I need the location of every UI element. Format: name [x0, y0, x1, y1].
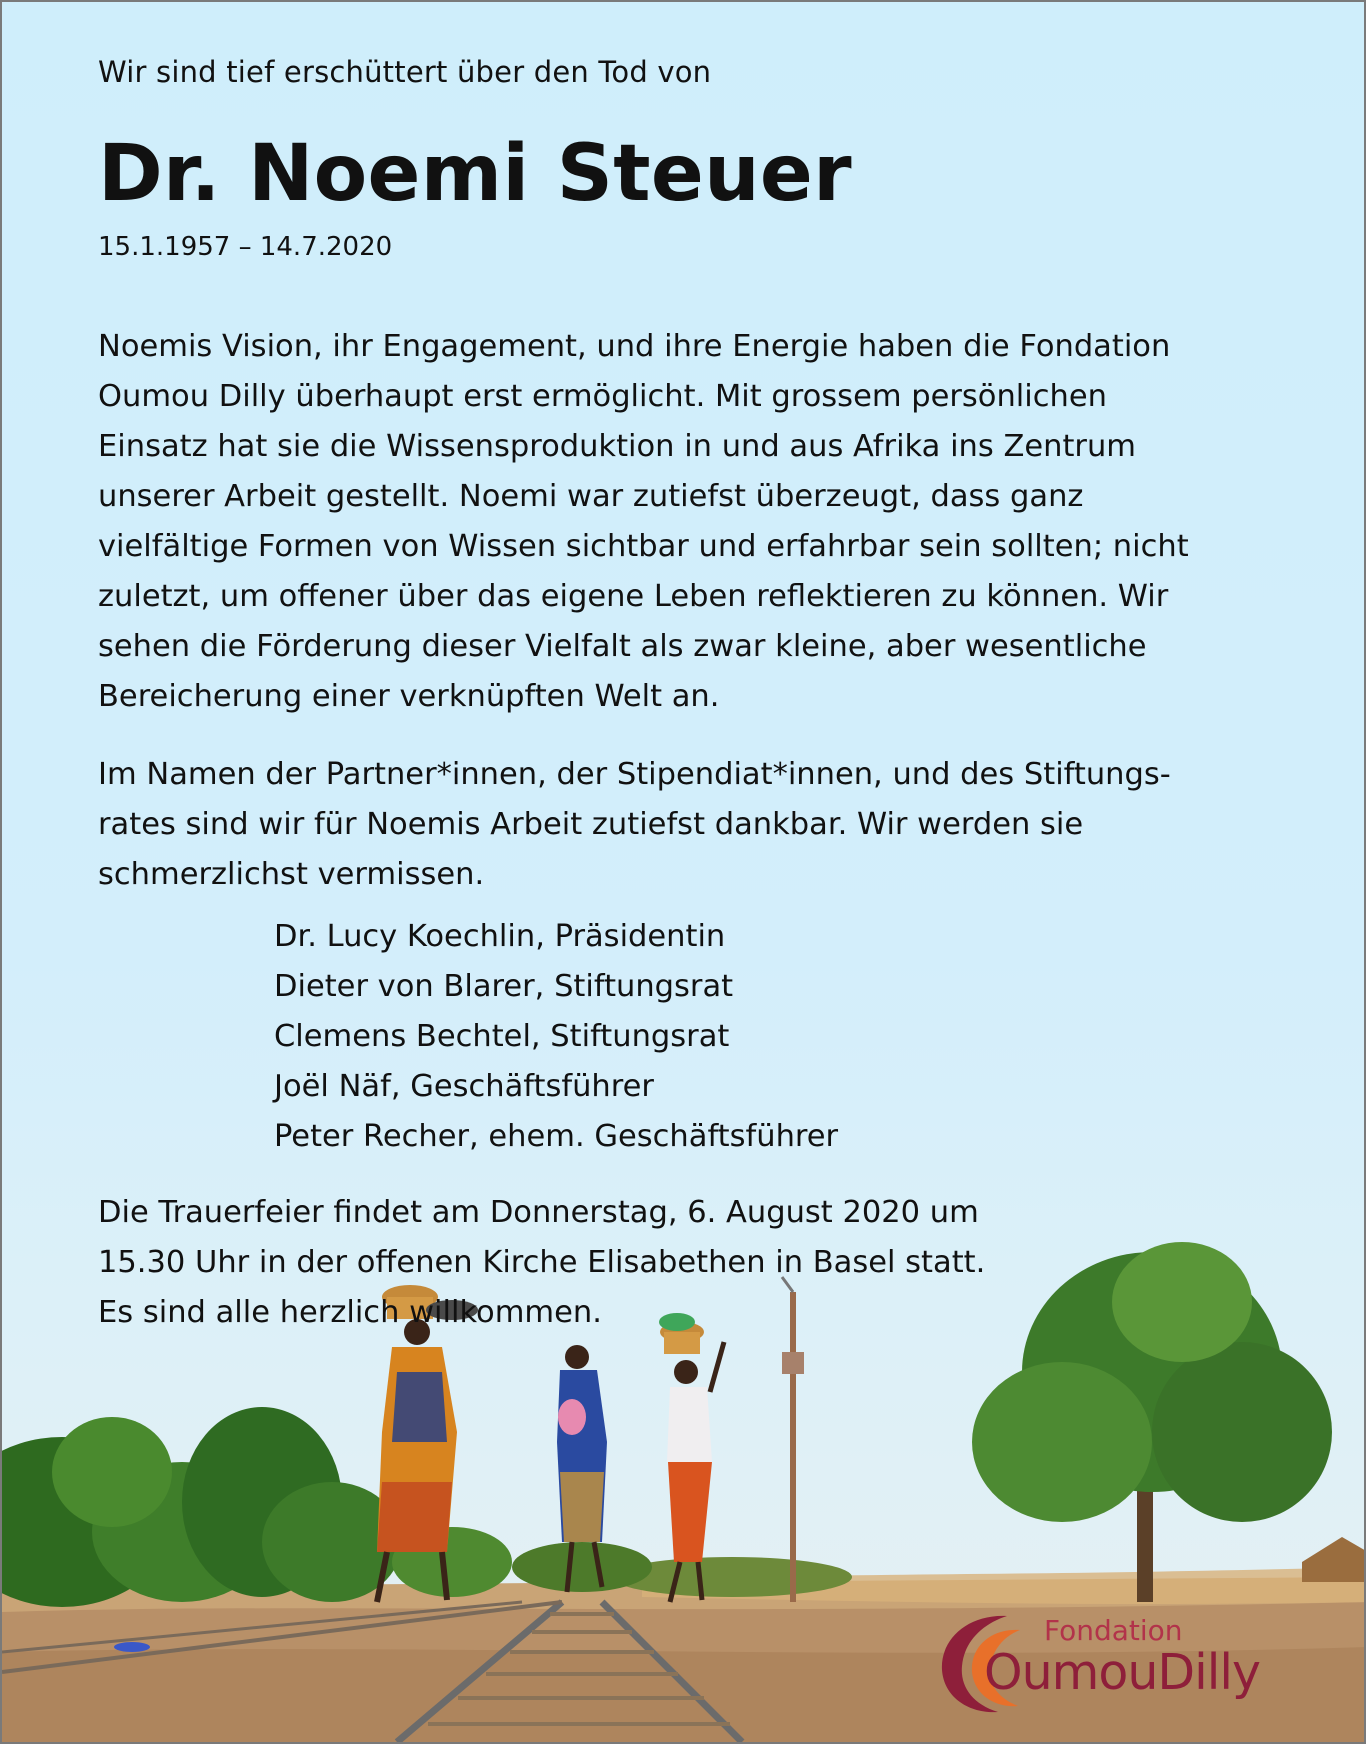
signatory: Clemens Bechtel, Stiftungsrat	[274, 1019, 730, 1054]
tribute-paragraph	[98, 322, 1298, 722]
text-line: Bereicherung einer verknüpften Welt an.	[98, 679, 720, 714]
signatory: Joël Näf, Geschäftsführer	[274, 1069, 654, 1104]
text-line: Oumou Dilly überhaupt erst ermöglicht. Mit grossem persönlichen	[98, 379, 1107, 414]
signatories-list	[274, 912, 1298, 1162]
text-line: Die Trauerfeier findet am Donnerstag, 6. August 2020 um	[98, 1195, 979, 1230]
text-line: vielfältige Formen von Wissen sichtbar und erfahrbar sein sollten; nicht	[98, 529, 1189, 564]
text-line: Noemis Vision, ihr Engagement, und ihre Energie haben die Fondation	[98, 329, 1171, 364]
logo-text-oumoudilly: OumouDilly	[984, 1644, 1260, 1701]
ceremony-paragraph	[98, 1188, 1298, 1338]
text-line: Einsatz hat sie die Wissensproduktion in und aus Afrika ins Zentrum	[98, 429, 1136, 464]
signatory: Dieter von Blarer, Stiftungsrat	[274, 969, 734, 1004]
intro-line: Wir sind tief erschüttert über den Tod von	[98, 55, 712, 89]
text-line: Im Namen der Partner*innen, der Stipendiat*innen, und des Stiftungs-	[98, 757, 1171, 792]
signatory: Dr. Lucy Koechlin, Präsidentin	[274, 919, 726, 954]
text-line: 15.30 Uhr in der offenen Kirche Elisabethen in Basel statt.	[98, 1245, 986, 1280]
text-line: schmerzlichst vermissen.	[98, 857, 485, 892]
logo-text-fondation: Fondation	[1044, 1614, 1183, 1647]
fondation-oumou-dilly-logo	[932, 1608, 1292, 1718]
text-line: Es sind alle herzlich willkommen.	[98, 1295, 602, 1330]
life-dates: 15.1.1957 – 14.7.2020	[98, 232, 393, 262]
signatory: Peter Recher, ehem. Geschäftsführer	[274, 1119, 839, 1154]
text-line: zuletzt, um offener über das eigene Leben reflektieren zu können. Wir	[98, 579, 1169, 614]
text-line: rates sind wir für Noemis Arbeit zutiefst dankbar. Wir werden sie	[98, 807, 1084, 842]
text-line: unserer Arbeit gestellt. Noemi war zutiefst überzeugt, dass ganz	[98, 479, 1084, 514]
deceased-name: Dr. Noemi Steuer	[98, 129, 852, 219]
notice-text	[98, 52, 1298, 1338]
gratitude-paragraph	[98, 750, 1298, 900]
text-line: sehen die Förderung dieser Vielfalt als zwar kleine, aber wesentliche	[98, 629, 1147, 664]
